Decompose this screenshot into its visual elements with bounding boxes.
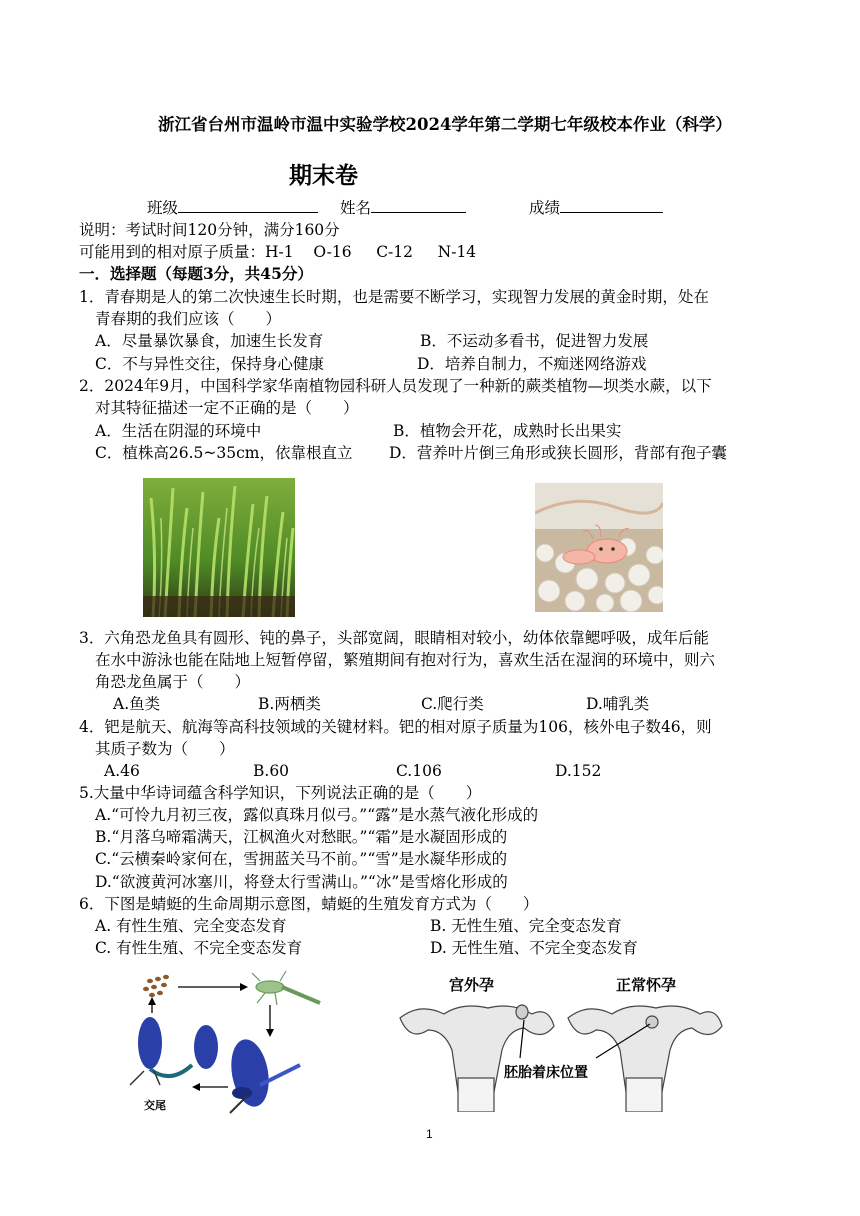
class-field <box>147 196 318 219</box>
question-6-option-d: D. 无性生殖、不完全变态发育 <box>430 939 638 957</box>
question-5-option-b: B.“月落乌啼霜满天，江枫渔火对愁眠。”“霜”是水凝固形成的 <box>95 828 508 846</box>
question-6-option-b: B. 无性生殖、完全变态发育 <box>430 917 622 935</box>
question-1-line-1: 1．青春期是人的第二次快速生长时期，也是需要不断学习，实现智力发展的黄金时期，处在 <box>79 288 709 306</box>
question-3-line-1: 3．六角恐龙鱼具有圆形、钝的鼻子，头部宽阔，眼睛相对较小，幼体依靠鳃呼吸，成年后能 <box>79 629 709 647</box>
class-label: 班级 <box>147 199 179 217</box>
name-blank <box>371 196 466 213</box>
score-label: 成绩 <box>529 199 561 217</box>
score-field <box>529 196 663 219</box>
eggs-icon <box>143 975 169 997</box>
dragonfly-life-cycle-diagram <box>120 965 340 1115</box>
question-6-option-a: A. 有性生殖、完全变态发育 <box>95 917 287 935</box>
question-1-option-c: C．不与异性交往，保持身心健康 <box>95 355 324 373</box>
nymph-icon <box>252 971 320 1005</box>
ectopic-pregnancy-label: 宫外孕 <box>449 976 495 994</box>
question-3-option-c: C.爬行类 <box>421 695 484 713</box>
question-1-option-d: D．培养自制力，不痴迷网络游戏 <box>417 355 647 373</box>
axolotl-photo <box>535 483 663 612</box>
class-blank <box>178 196 318 213</box>
name-field <box>340 196 466 219</box>
question-1-option-b: B．不运动多看书，促进智力发展 <box>420 332 649 350</box>
question-3-option-d: D.哺乳类 <box>586 695 650 713</box>
question-4-option-a: A.46 <box>104 762 140 780</box>
score-blank <box>560 196 663 213</box>
question-4-option-d: D.152 <box>555 762 602 780</box>
uterus-comparison-diagram <box>392 972 730 1112</box>
mating-label: 交尾 <box>144 1099 166 1112</box>
document-title: 浙江省台州市温岭市温中实验学校2024学年第二学期七年级校本作业（科学） <box>158 115 732 134</box>
question-6-line-1: 6．下图是蜻蜓的生命周期示意图，蜻蜓的生殖发育方式为（ ） <box>79 895 539 913</box>
question-4-option-c: C.106 <box>396 762 442 780</box>
exam-note: 说明：考试时间120分钟，满分160分 <box>79 221 340 239</box>
question-1-option-a: A．尽量暴饮暴食，加速生长发育 <box>95 332 324 350</box>
question-3-line-3: 角恐龙鱼属于（ ） <box>95 673 251 691</box>
question-2-option-a: A．生活在阴湿的环境中 <box>95 422 262 440</box>
uterus-right-icon <box>568 1006 722 1112</box>
question-4-line-2: 其质子数为（ ） <box>95 740 235 758</box>
uterus-left-icon <box>400 1005 554 1112</box>
question-2-option-b: B．植物会开花，成熟时长出果实 <box>393 422 622 440</box>
adult-dragonfly-icon <box>226 1036 300 1113</box>
question-2-line-2: 对其特征描述一定不正确的是（ ） <box>95 399 359 417</box>
question-4-option-b: B.60 <box>253 762 290 780</box>
question-3-option-b: B.两栖类 <box>258 695 321 713</box>
name-label: 姓名 <box>340 199 372 217</box>
normal-pregnancy-label: 正常怀孕 <box>616 976 677 994</box>
atomic-mass-note: 可能用到的相对原子质量：H-1 O-16 C-12 N-14 <box>79 243 477 261</box>
question-2-line-1: 2．2024年9月，中国科学家华南植物园科研人员发现了一种新的蕨类植物—坝类水蕨，以下 <box>79 377 712 395</box>
question-4-line-1: 4．钯是航天、航海等高科技领域的关键材料。钯的相对原子质量为106，核外电子数46，则 <box>79 718 712 736</box>
fern-photo <box>143 478 295 617</box>
question-5-option-d: D.“欲渡黄河冰塞川，将登太行雪满山。”“冰”是雪熔化形成的 <box>95 873 508 891</box>
document-subtitle: 期末卷 <box>289 162 358 189</box>
mating-dragonflies-icon <box>130 1017 218 1085</box>
question-5-line-1: 5.大量中华诗词蕴含科学知识，下列说法正确的是（ ） <box>79 784 482 802</box>
question-3-line-2: 在水中游泳也能在陆地上短暂停留，繁殖期间有抱对行为，喜欢生活在湿润的环境中，则六 <box>95 651 716 669</box>
question-2-option-c: C．植株高26.5~35cm，依靠根直立 <box>95 444 353 462</box>
section-heading: 一．选择题（每题3分，共45分） <box>79 264 313 283</box>
question-1-line-2: 青春期的我们应该（ ） <box>95 310 282 328</box>
implantation-position-label: 胚胎着床位置 <box>504 1065 588 1081</box>
question-5-option-a: A.“可怜九月初三夜，露似真珠月似弓。”“露”是水蒸气液化形成的 <box>95 806 539 824</box>
page-number: 1 <box>426 1127 433 1141</box>
question-2-option-d: D．营养叶片倒三角形或狭长圆形，背部有孢子囊 <box>389 444 727 462</box>
question-3-option-a: A.鱼类 <box>113 695 161 713</box>
question-5-option-c: C.“云横秦岭家何在，雪拥蓝关马不前。”“雪”是水凝华形成的 <box>95 850 508 868</box>
question-6-option-c: C. 有性生殖、不完全变态发育 <box>95 939 303 957</box>
